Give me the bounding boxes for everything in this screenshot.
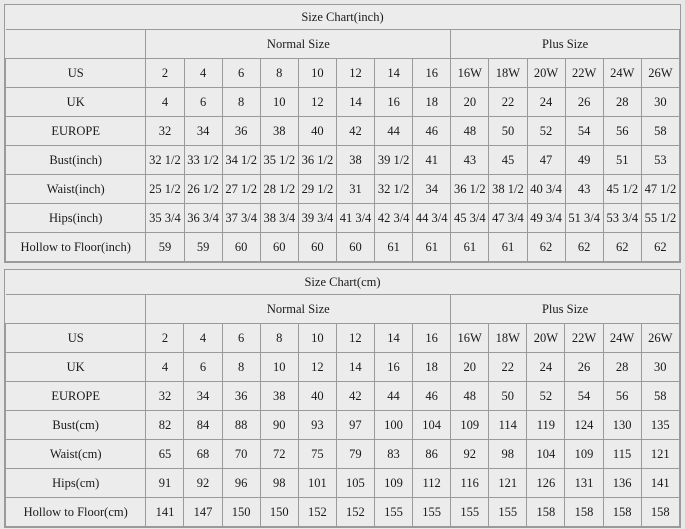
cell: 90: [260, 411, 298, 440]
row-label: Hollow to Floor(inch): [6, 233, 146, 262]
cell: 8: [260, 59, 298, 88]
cell: 40: [298, 382, 336, 411]
cell: 150: [260, 498, 298, 527]
cell: 52: [527, 117, 565, 146]
cell: 50: [489, 382, 527, 411]
cell: 20W: [527, 324, 565, 353]
cell: 68: [184, 440, 222, 469]
table-group-row: [6, 30, 680, 59]
cell: 38: [260, 382, 298, 411]
cell: 39 1/2: [375, 146, 413, 175]
cell: 119: [527, 411, 565, 440]
cell: 43: [451, 146, 489, 175]
cell: 55 1/2: [641, 204, 679, 233]
cell: 22: [489, 88, 527, 117]
cell: 36: [222, 382, 260, 411]
cell: 32: [146, 117, 184, 146]
cell: 8: [260, 324, 298, 353]
cell: 112: [413, 469, 451, 498]
cell: 155: [374, 498, 412, 527]
cell: 38 1/2: [489, 175, 527, 204]
row-label: Bust(cm): [6, 411, 146, 440]
cell: 10: [298, 59, 336, 88]
cell: 4: [184, 59, 222, 88]
cell: 150: [222, 498, 260, 527]
cell: 51 3/4: [565, 204, 603, 233]
cell: 22W: [565, 324, 603, 353]
table-row: [6, 353, 680, 382]
cell: 18: [413, 353, 451, 382]
cell: 60: [298, 233, 336, 262]
cell: 14: [336, 353, 374, 382]
cell: 84: [184, 411, 222, 440]
cell: 2: [146, 59, 184, 88]
size-chart-cm-table: [5, 270, 680, 527]
table-row: [6, 204, 680, 233]
cell: 158: [527, 498, 565, 527]
cell: 59: [146, 233, 184, 262]
cell: 62: [565, 233, 603, 262]
cell: 62: [603, 233, 641, 262]
group-row-spacer: [6, 30, 146, 59]
table-row: [6, 233, 680, 262]
cell: 14: [336, 88, 374, 117]
cell: 10: [260, 353, 298, 382]
cell: 70: [222, 440, 260, 469]
cell: 20: [451, 353, 489, 382]
group-row-spacer: [6, 295, 146, 324]
table-row: [6, 117, 680, 146]
cell: 26: [565, 88, 603, 117]
cell: 46: [413, 117, 451, 146]
cell: 155: [413, 498, 451, 527]
cell: 41 3/4: [336, 204, 374, 233]
cell: 24W: [603, 59, 641, 88]
cell: 45 1/2: [603, 175, 641, 204]
cell: 158: [603, 498, 641, 527]
cell: 6: [184, 353, 222, 382]
cell: 30: [641, 353, 679, 382]
cell: 72: [260, 440, 298, 469]
cell: 16W: [451, 324, 489, 353]
cell: 54: [565, 382, 603, 411]
cell: 28: [603, 353, 641, 382]
cell: 83: [374, 440, 412, 469]
table-row: [6, 59, 680, 88]
cell: 141: [641, 469, 679, 498]
cell: 34: [184, 382, 222, 411]
cell: 58: [641, 382, 679, 411]
cell: 104: [527, 440, 565, 469]
cell: 36: [222, 117, 260, 146]
cell: 12: [336, 59, 374, 88]
cell: 51: [603, 146, 641, 175]
table-row: [6, 146, 680, 175]
cell: 24W: [603, 324, 641, 353]
size-chart-inch: [4, 4, 681, 263]
cell: 2: [146, 324, 184, 353]
cell: 93: [298, 411, 336, 440]
cell: 46: [413, 382, 451, 411]
cell: 41: [413, 146, 451, 175]
cell: 131: [565, 469, 603, 498]
cell: 86: [413, 440, 451, 469]
cell: 124: [565, 411, 603, 440]
table-row: [6, 440, 680, 469]
cell: 53 3/4: [603, 204, 641, 233]
cell: 34: [413, 175, 451, 204]
cell: 40: [298, 117, 336, 146]
cell: 6: [184, 88, 222, 117]
cell: 60: [336, 233, 374, 262]
cell: 16: [374, 353, 412, 382]
cell: 147: [184, 498, 222, 527]
cell: 49: [565, 146, 603, 175]
cell: 109: [374, 469, 412, 498]
cell: 6: [222, 324, 260, 353]
cell: 60: [222, 233, 260, 262]
cell: 32 1/2: [375, 175, 413, 204]
cell: 4: [184, 324, 222, 353]
group-header-plus: Plus Size: [451, 295, 680, 324]
cell: 97: [336, 411, 374, 440]
cell: 29 1/2: [298, 175, 336, 204]
cell: 50: [489, 117, 527, 146]
cell: 136: [603, 469, 641, 498]
table-title-row: [6, 5, 680, 30]
table-row: [6, 382, 680, 411]
cell: 44: [375, 117, 413, 146]
cell: 24: [527, 353, 565, 382]
cell: 35 1/2: [260, 146, 298, 175]
cell: 158: [565, 498, 603, 527]
cell: 30: [641, 88, 679, 117]
group-header-normal: Normal Size: [146, 30, 451, 59]
cell: 32 1/2: [146, 146, 184, 175]
cell: 26 1/2: [184, 175, 222, 204]
cell: 26W: [641, 59, 679, 88]
cell: 45: [489, 146, 527, 175]
cell: 22W: [565, 59, 603, 88]
row-label: Hollow to Floor(cm): [6, 498, 146, 527]
cell: 79: [336, 440, 374, 469]
cell: 26W: [641, 324, 679, 353]
cell: 12: [336, 324, 374, 353]
cell: 152: [336, 498, 374, 527]
cell: 98: [489, 440, 527, 469]
table-row: [6, 498, 680, 527]
cell: 36 1/2: [451, 175, 489, 204]
cell: 62: [527, 233, 565, 262]
cell: 35 3/4: [146, 204, 184, 233]
size-chart-cm: [4, 269, 681, 528]
table-row: [6, 175, 680, 204]
cell: 12: [298, 88, 336, 117]
cell: 24: [527, 88, 565, 117]
cell: 16: [413, 59, 451, 88]
cell: 14: [375, 59, 413, 88]
group-header-plus: Plus Size: [451, 30, 680, 59]
cell: 121: [641, 440, 679, 469]
cell: 38: [260, 117, 298, 146]
cell: 42 3/4: [375, 204, 413, 233]
cell: 34: [184, 117, 222, 146]
cell: 47 1/2: [641, 175, 679, 204]
cell: 4: [146, 353, 184, 382]
cell: 101: [298, 469, 336, 498]
cell: 126: [527, 469, 565, 498]
cell: 98: [260, 469, 298, 498]
cell: 28 1/2: [260, 175, 298, 204]
table-row: [6, 324, 680, 353]
table-group-row: [6, 295, 680, 324]
row-label: Hips(inch): [6, 204, 146, 233]
cell: 61: [413, 233, 451, 262]
row-label: Bust(inch): [6, 146, 146, 175]
cell: 25 1/2: [146, 175, 184, 204]
cell: 65: [146, 440, 184, 469]
cell: 141: [146, 498, 184, 527]
cell: 54: [565, 117, 603, 146]
cell: 115: [603, 440, 641, 469]
cell: 58: [641, 117, 679, 146]
cell: 48: [451, 117, 489, 146]
cell: 53: [641, 146, 679, 175]
cell: 61: [375, 233, 413, 262]
cell: 37 3/4: [222, 204, 260, 233]
cell: 47 3/4: [489, 204, 527, 233]
cell: 42: [336, 382, 374, 411]
cell: 18W: [489, 324, 527, 353]
row-label: UK: [6, 353, 146, 382]
cell: 16: [375, 88, 413, 117]
row-label: US: [6, 59, 146, 88]
cell: 92: [451, 440, 489, 469]
cell: 16W: [451, 59, 489, 88]
cell: 42: [336, 117, 374, 146]
row-label: EUROPE: [6, 117, 146, 146]
cell: 56: [603, 117, 641, 146]
chart-title: Size Chart(inch): [6, 5, 680, 30]
cell: 96: [222, 469, 260, 498]
cell: 36 1/2: [298, 146, 336, 175]
cell: 62: [641, 233, 679, 262]
table-row: [6, 469, 680, 498]
cell: 39 3/4: [298, 204, 336, 233]
row-label: UK: [6, 88, 146, 117]
cell: 8: [222, 88, 260, 117]
cell: 44: [374, 382, 412, 411]
cell: 91: [146, 469, 184, 498]
cell: 48: [451, 382, 489, 411]
row-label: Waist(cm): [6, 440, 146, 469]
cell: 109: [565, 440, 603, 469]
cell: 28: [603, 88, 641, 117]
row-label: US: [6, 324, 146, 353]
size-chart-inch-table: [5, 5, 680, 262]
table-row: [6, 88, 680, 117]
cell: 18W: [489, 59, 527, 88]
cell: 12: [298, 353, 336, 382]
cell: 45 3/4: [451, 204, 489, 233]
row-label: Waist(inch): [6, 175, 146, 204]
cell: 114: [489, 411, 527, 440]
cell: 26: [565, 353, 603, 382]
cell: 59: [184, 233, 222, 262]
cell: 61: [489, 233, 527, 262]
cell: 18: [413, 88, 451, 117]
cell: 22: [489, 353, 527, 382]
cell: 155: [489, 498, 527, 527]
cell: 38: [336, 146, 374, 175]
cell: 10: [298, 324, 336, 353]
cell: 56: [603, 382, 641, 411]
cell: 105: [336, 469, 374, 498]
cell: 116: [451, 469, 489, 498]
row-label: EUROPE: [6, 382, 146, 411]
cell: 61: [451, 233, 489, 262]
cell: 82: [146, 411, 184, 440]
table-row: [6, 411, 680, 440]
table-title-row: [6, 270, 680, 295]
cell: 44 3/4: [413, 204, 451, 233]
cell: 33 1/2: [184, 146, 222, 175]
cell: 20W: [527, 59, 565, 88]
cell: 152: [298, 498, 336, 527]
cell: 155: [451, 498, 489, 527]
chart-title: Size Chart(cm): [6, 270, 680, 295]
cell: 104: [413, 411, 451, 440]
cell: 14: [374, 324, 412, 353]
cell: 10: [260, 88, 298, 117]
cell: 130: [603, 411, 641, 440]
cell: 60: [260, 233, 298, 262]
cell: 36 3/4: [184, 204, 222, 233]
cell: 32: [146, 382, 184, 411]
group-header-normal: Normal Size: [146, 295, 451, 324]
cell: 34 1/2: [222, 146, 260, 175]
cell: 109: [451, 411, 489, 440]
cell: 52: [527, 382, 565, 411]
cell: 27 1/2: [222, 175, 260, 204]
cell: 43: [565, 175, 603, 204]
cell: 20: [451, 88, 489, 117]
cell: 158: [641, 498, 679, 527]
cell: 100: [374, 411, 412, 440]
cell: 31: [336, 175, 374, 204]
cell: 47: [527, 146, 565, 175]
cell: 38 3/4: [260, 204, 298, 233]
cell: 121: [489, 469, 527, 498]
cell: 92: [184, 469, 222, 498]
cell: 40 3/4: [527, 175, 565, 204]
cell: 6: [222, 59, 260, 88]
cell: 4: [146, 88, 184, 117]
row-label: Hips(cm): [6, 469, 146, 498]
cell: 8: [222, 353, 260, 382]
cell: 88: [222, 411, 260, 440]
cell: 135: [641, 411, 679, 440]
cell: 49 3/4: [527, 204, 565, 233]
cell: 75: [298, 440, 336, 469]
cell: 16: [413, 324, 451, 353]
